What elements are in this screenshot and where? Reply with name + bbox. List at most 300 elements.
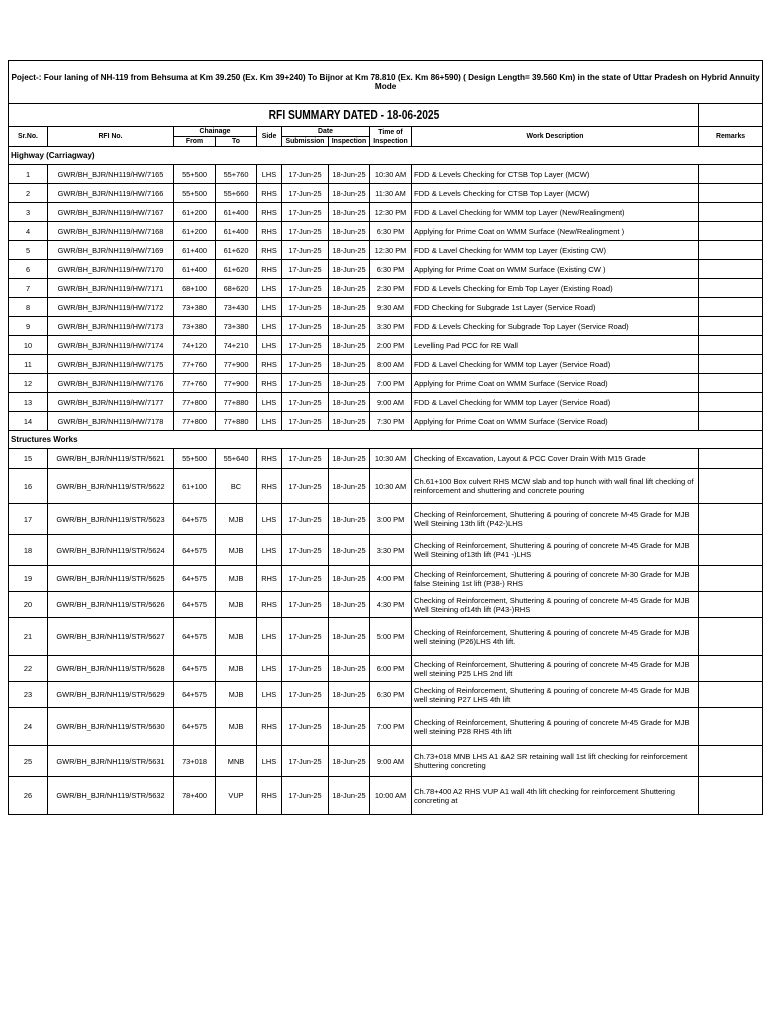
chainage-from-cell: 64+575 bbox=[174, 535, 216, 566]
sr-no-cell: 26 bbox=[9, 777, 48, 815]
remarks-cell bbox=[699, 618, 763, 656]
side-cell: RHS bbox=[257, 777, 282, 815]
work-description-cell: Ch.78+400 A2 RHS VUP A1 wall 4th lift checking for reinforcement Shuttering concreting at bbox=[412, 777, 699, 815]
remarks-cell bbox=[699, 449, 763, 469]
work-description-cell: Checking of Excavation, Layout & PCC Cover Drain With M15 Grade bbox=[412, 449, 699, 469]
sr-no-cell: 13 bbox=[9, 393, 48, 412]
col-header-side: Side bbox=[257, 127, 282, 147]
remarks-cell bbox=[699, 165, 763, 184]
table-row bbox=[9, 355, 763, 374]
work-description-cell: Checking of Reinforcement, Shuttering & pouring of concrete M-45 Grade for MJB well steining P25 LHS 2nd lift bbox=[412, 656, 699, 682]
work-description-cell: Checking of Reinforcement, Shuttering & pouring of concrete M-45 Grade for MJB well steining (P26)LHS 4th lift. bbox=[412, 618, 699, 656]
work-description-cell: Checking of Reinforcement, Shuttering & pouring of concrete M-45 Grade for MJB Well Steining of14th lift (P43-)RHS bbox=[412, 592, 699, 618]
chainage-from-cell: 64+575 bbox=[174, 682, 216, 708]
table-row bbox=[9, 203, 763, 222]
chainage-to-cell: 61+620 bbox=[216, 241, 257, 260]
side-cell: RHS bbox=[257, 469, 282, 504]
remarks-cell bbox=[699, 682, 763, 708]
inspection-time-cell: 8:00 AM bbox=[370, 355, 412, 374]
submission-date-cell: 17-Jun-25 bbox=[282, 746, 329, 777]
side-cell: RHS bbox=[257, 566, 282, 592]
inspection-date-cell: 18-Jun-25 bbox=[329, 241, 370, 260]
inspection-time-cell: 6:30 PM bbox=[370, 222, 412, 241]
side-cell: RHS bbox=[257, 241, 282, 260]
chainage-from-cell: 73+380 bbox=[174, 317, 216, 336]
submission-date-cell: 17-Jun-25 bbox=[282, 504, 329, 535]
chainage-from-cell: 77+760 bbox=[174, 355, 216, 374]
side-cell: RHS bbox=[257, 592, 282, 618]
table-row bbox=[9, 260, 763, 279]
chainage-from-cell: 73+018 bbox=[174, 746, 216, 777]
sr-no-cell: 2 bbox=[9, 184, 48, 203]
inspection-time-cell: 10:00 AM bbox=[370, 777, 412, 815]
work-description-cell: Checking of Reinforcement, Shuttering & pouring of concrete M-30 Grade for MJB false Steining 1st lift (P38-) RHS bbox=[412, 566, 699, 592]
inspection-date-cell: 18-Jun-25 bbox=[329, 165, 370, 184]
chainage-from-cell: 61+400 bbox=[174, 241, 216, 260]
chainage-from-cell: 73+380 bbox=[174, 298, 216, 317]
inspection-date-cell: 18-Jun-25 bbox=[329, 618, 370, 656]
sr-no-cell: 15 bbox=[9, 449, 48, 469]
col-header-sr-no: Sr.No. bbox=[9, 127, 48, 147]
sr-no-cell: 23 bbox=[9, 682, 48, 708]
remarks-cell bbox=[699, 260, 763, 279]
submission-date-cell: 17-Jun-25 bbox=[282, 777, 329, 815]
inspection-time-cell: 9:30 AM bbox=[370, 298, 412, 317]
remarks-cell bbox=[699, 393, 763, 412]
inspection-date-cell: 18-Jun-25 bbox=[329, 777, 370, 815]
rfi-no-cell: GWR/BH_BJR/NH119/HW/7165 bbox=[48, 165, 174, 184]
remarks-cell bbox=[699, 241, 763, 260]
table-row bbox=[9, 682, 763, 708]
side-cell: LHS bbox=[257, 298, 282, 317]
inspection-date-cell: 18-Jun-25 bbox=[329, 682, 370, 708]
sr-no-cell: 1 bbox=[9, 165, 48, 184]
work-description-cell: Ch.61+100 Box culvert RHS MCW slab and top hunch with wall final lift checking of reinforcement and shuttering and concrete pouring bbox=[412, 469, 699, 504]
work-description-cell: Checking of Reinforcement, Shuttering & pouring of concrete M-45 Grade for MJB Well Steining 13th lift (P42-)LHS bbox=[412, 504, 699, 535]
rfi-no-cell: GWR/BH_BJR/NH119/STR/5624 bbox=[48, 535, 174, 566]
submission-date-cell: 17-Jun-25 bbox=[282, 535, 329, 566]
side-cell: LHS bbox=[257, 165, 282, 184]
remarks-cell bbox=[699, 222, 763, 241]
chainage-to-cell: BC bbox=[216, 469, 257, 504]
submission-date-cell: 17-Jun-25 bbox=[282, 682, 329, 708]
inspection-time-cell: 9:00 AM bbox=[370, 746, 412, 777]
rfi-no-cell: GWR/BH_BJR/NH119/STR/5631 bbox=[48, 746, 174, 777]
col-header-work-description: Work Description bbox=[412, 127, 699, 147]
chainage-to-cell: 55+760 bbox=[216, 165, 257, 184]
submission-date-cell: 17-Jun-25 bbox=[282, 708, 329, 746]
rfi-no-cell: GWR/BH_BJR/NH119/HW/7177 bbox=[48, 393, 174, 412]
inspection-time-cell: 7:00 PM bbox=[370, 374, 412, 393]
work-description-cell: FDD & Levels Checking for CTSB Top Layer (MCW) bbox=[412, 184, 699, 203]
side-cell: LHS bbox=[257, 656, 282, 682]
chainage-from-cell: 68+100 bbox=[174, 279, 216, 298]
inspection-time-cell: 9:00 AM bbox=[370, 393, 412, 412]
table-row bbox=[9, 469, 763, 504]
chainage-from-cell: 61+200 bbox=[174, 203, 216, 222]
work-description-cell: Ch.73+018 MNB LHS A1 &A2 SR retaining wall 1st lift checking for reinforcement Shuttering concreting bbox=[412, 746, 699, 777]
submission-date-cell: 17-Jun-25 bbox=[282, 656, 329, 682]
inspection-date-cell: 18-Jun-25 bbox=[329, 535, 370, 566]
chainage-from-cell: 64+575 bbox=[174, 566, 216, 592]
work-description-cell: Applying for Prime Coat on WMM Surface (Service Road) bbox=[412, 412, 699, 431]
rfi-no-cell: GWR/BH_BJR/NH119/HW/7171 bbox=[48, 279, 174, 298]
table-row bbox=[9, 449, 763, 469]
work-description-cell: FDD & Levels Checking for CTSB Top Layer (MCW) bbox=[412, 165, 699, 184]
col-header-to: To bbox=[216, 137, 257, 147]
side-cell: LHS bbox=[257, 746, 282, 777]
table-row bbox=[9, 279, 763, 298]
table-row bbox=[9, 708, 763, 746]
side-cell: LHS bbox=[257, 393, 282, 412]
work-description-cell: Applying for Prime Coat on WMM Surface (Service Road) bbox=[412, 374, 699, 393]
inspection-date-cell: 18-Jun-25 bbox=[329, 317, 370, 336]
remarks-cell bbox=[699, 746, 763, 777]
sr-no-cell: 12 bbox=[9, 374, 48, 393]
work-description-cell: FDD & Levels Checking for Subgrade Top Layer (Service Road) bbox=[412, 317, 699, 336]
inspection-date-cell: 18-Jun-25 bbox=[329, 449, 370, 469]
rfi-no-cell: GWR/BH_BJR/NH119/HW/7176 bbox=[48, 374, 174, 393]
inspection-time-cell: 4:00 PM bbox=[370, 566, 412, 592]
table-row bbox=[9, 504, 763, 535]
side-cell: RHS bbox=[257, 374, 282, 393]
table-row bbox=[9, 374, 763, 393]
remarks-cell bbox=[699, 777, 763, 815]
inspection-date-cell: 18-Jun-25 bbox=[329, 566, 370, 592]
inspection-time-cell: 12:30 PM bbox=[370, 203, 412, 222]
table-row bbox=[9, 412, 763, 431]
table-row bbox=[9, 618, 763, 656]
sr-no-cell: 16 bbox=[9, 469, 48, 504]
sr-no-cell: 3 bbox=[9, 203, 48, 222]
inspection-date-cell: 18-Jun-25 bbox=[329, 298, 370, 317]
side-cell: RHS bbox=[257, 355, 282, 374]
chainage-to-cell: MJB bbox=[216, 618, 257, 656]
chainage-to-cell: MJB bbox=[216, 682, 257, 708]
inspection-time-cell: 10:30 AM bbox=[370, 449, 412, 469]
chainage-to-cell: MJB bbox=[216, 592, 257, 618]
inspection-date-cell: 18-Jun-25 bbox=[329, 203, 370, 222]
chainage-to-cell: 55+640 bbox=[216, 449, 257, 469]
rfi-no-cell: GWR/BH_BJR/NH119/HW/7170 bbox=[48, 260, 174, 279]
table-row bbox=[9, 777, 763, 815]
sr-no-cell: 7 bbox=[9, 279, 48, 298]
chainage-to-cell: MJB bbox=[216, 708, 257, 746]
chainage-to-cell: 73+430 bbox=[216, 298, 257, 317]
inspection-time-cell: 2:00 PM bbox=[370, 336, 412, 355]
sr-no-cell: 19 bbox=[9, 566, 48, 592]
rfi-no-cell: GWR/BH_BJR/NH119/HW/7166 bbox=[48, 184, 174, 203]
sr-no-cell: 17 bbox=[9, 504, 48, 535]
table-row bbox=[9, 336, 763, 355]
table-row bbox=[9, 746, 763, 777]
side-cell: RHS bbox=[257, 449, 282, 469]
inspection-time-cell: 6:30 PM bbox=[370, 260, 412, 279]
remarks-cell bbox=[699, 298, 763, 317]
chainage-to-cell: 61+400 bbox=[216, 222, 257, 241]
chainage-from-cell: 64+575 bbox=[174, 592, 216, 618]
chainage-from-cell: 61+400 bbox=[174, 260, 216, 279]
table-row bbox=[9, 535, 763, 566]
inspection-date-cell: 18-Jun-25 bbox=[329, 746, 370, 777]
inspection-time-cell: 5:00 PM bbox=[370, 618, 412, 656]
side-cell: LHS bbox=[257, 682, 282, 708]
table-row bbox=[9, 592, 763, 618]
col-header-submission: Submission bbox=[282, 137, 329, 147]
remarks-cell bbox=[699, 504, 763, 535]
rfi-no-cell: GWR/BH_BJR/NH119/HW/7172 bbox=[48, 298, 174, 317]
remarks-cell bbox=[699, 374, 763, 393]
chainage-from-cell: 55+500 bbox=[174, 165, 216, 184]
chainage-from-cell: 55+500 bbox=[174, 184, 216, 203]
submission-date-cell: 17-Jun-25 bbox=[282, 618, 329, 656]
section-header-structures: Structures Works bbox=[9, 431, 763, 449]
rfi-no-cell: GWR/BH_BJR/NH119/STR/5621 bbox=[48, 449, 174, 469]
chainage-from-cell: 55+500 bbox=[174, 449, 216, 469]
work-description-cell: FDD & Levels Checking for Emb Top Layer (Existing Road) bbox=[412, 279, 699, 298]
col-header-chainage: Chainage bbox=[174, 127, 257, 137]
work-description-cell: Checking of Reinforcement, Shuttering & pouring of concrete M-45 Grade for MJB well steining P28 RHS 4th lift bbox=[412, 708, 699, 746]
side-cell: LHS bbox=[257, 336, 282, 355]
work-description-cell: FDD Checking for Subgrade 1st Layer (Service Road) bbox=[412, 298, 699, 317]
remarks-cell bbox=[699, 336, 763, 355]
submission-date-cell: 17-Jun-25 bbox=[282, 298, 329, 317]
sr-no-cell: 25 bbox=[9, 746, 48, 777]
work-description-cell: Applying for Prime Coat on WMM Surface (Existing CW ) bbox=[412, 260, 699, 279]
rfi-no-cell: GWR/BH_BJR/NH119/STR/5632 bbox=[48, 777, 174, 815]
inspection-date-cell: 18-Jun-25 bbox=[329, 504, 370, 535]
remarks-cell bbox=[699, 203, 763, 222]
rfi-no-cell: GWR/BH_BJR/NH119/STR/5622 bbox=[48, 469, 174, 504]
submission-date-cell: 17-Jun-25 bbox=[282, 355, 329, 374]
chainage-to-cell: 77+880 bbox=[216, 393, 257, 412]
table-row bbox=[9, 656, 763, 682]
work-description-cell: FDD & Lavel Checking for WMM top Layer (Existing CW) bbox=[412, 241, 699, 260]
table-row bbox=[9, 241, 763, 260]
inspection-time-cell: 3:00 PM bbox=[370, 504, 412, 535]
inspection-time-cell: 6:30 PM bbox=[370, 682, 412, 708]
remarks-cell bbox=[699, 535, 763, 566]
inspection-date-cell: 18-Jun-25 bbox=[329, 656, 370, 682]
rfi-no-cell: GWR/BH_BJR/NH119/STR/5629 bbox=[48, 682, 174, 708]
rfi-no-cell: GWR/BH_BJR/NH119/HW/7174 bbox=[48, 336, 174, 355]
side-cell: LHS bbox=[257, 279, 282, 298]
col-header-remarks: Remarks bbox=[699, 127, 763, 147]
submission-date-cell: 17-Jun-25 bbox=[282, 279, 329, 298]
remarks-cell bbox=[699, 592, 763, 618]
col-header-from: From bbox=[174, 137, 216, 147]
chainage-to-cell: MJB bbox=[216, 566, 257, 592]
sr-no-cell: 9 bbox=[9, 317, 48, 336]
inspection-date-cell: 18-Jun-25 bbox=[329, 260, 370, 279]
sr-no-cell: 8 bbox=[9, 298, 48, 317]
col-header-time: Time of Inspection bbox=[370, 127, 412, 147]
chainage-from-cell: 61+200 bbox=[174, 222, 216, 241]
work-description-cell: FDD & Lavel Checking for WMM top Layer (Service Road) bbox=[412, 355, 699, 374]
remarks-cell bbox=[699, 566, 763, 592]
side-cell: RHS bbox=[257, 708, 282, 746]
work-description-cell: Applying for Prime Coat on WMM Surface (New/Realingment ) bbox=[412, 222, 699, 241]
inspection-date-cell: 18-Jun-25 bbox=[329, 708, 370, 746]
table-row bbox=[9, 184, 763, 203]
submission-date-cell: 17-Jun-25 bbox=[282, 241, 329, 260]
side-cell: LHS bbox=[257, 504, 282, 535]
chainage-from-cell: 64+575 bbox=[174, 708, 216, 746]
table-row bbox=[9, 566, 763, 592]
inspection-time-cell: 3:30 PM bbox=[370, 317, 412, 336]
inspection-date-cell: 18-Jun-25 bbox=[329, 355, 370, 374]
chainage-from-cell: 74+120 bbox=[174, 336, 216, 355]
chainage-to-cell: 77+880 bbox=[216, 412, 257, 431]
chainage-to-cell: 61+620 bbox=[216, 260, 257, 279]
table-row bbox=[9, 317, 763, 336]
inspection-time-cell: 3:30 PM bbox=[370, 535, 412, 566]
rfi-no-cell: GWR/BH_BJR/NH119/STR/5626 bbox=[48, 592, 174, 618]
chainage-to-cell: VUP bbox=[216, 777, 257, 815]
inspection-date-cell: 18-Jun-25 bbox=[329, 412, 370, 431]
section-header-highway: Highway (Carriagway) bbox=[9, 147, 763, 165]
remarks-cell bbox=[699, 279, 763, 298]
submission-date-cell: 17-Jun-25 bbox=[282, 449, 329, 469]
summary-title-blank bbox=[699, 104, 763, 127]
submission-date-cell: 17-Jun-25 bbox=[282, 566, 329, 592]
work-description-cell: FDD & Lavel Checking for WMM top Layer (Service Road) bbox=[412, 393, 699, 412]
inspection-time-cell: 7:00 PM bbox=[370, 708, 412, 746]
table-row bbox=[9, 298, 763, 317]
submission-date-cell: 17-Jun-25 bbox=[282, 184, 329, 203]
project-title: Poject-: Four laning of NH-119 from Behsuma at Km 39.250 (Ex. Km 39+240) To Bijnor at Km 78.810 (Ex. Km 86+590) ( Design Length= 39.560 Km) in the state of Uttar Pradesh on Hybrid Annuity Mode bbox=[9, 61, 763, 104]
chainage-to-cell: MJB bbox=[216, 504, 257, 535]
submission-date-cell: 17-Jun-25 bbox=[282, 317, 329, 336]
work-description-cell: FDD & Lavel Checking for WMM top Layer (New/Realingment) bbox=[412, 203, 699, 222]
chainage-to-cell: 77+900 bbox=[216, 374, 257, 393]
submission-date-cell: 17-Jun-25 bbox=[282, 592, 329, 618]
inspection-date-cell: 18-Jun-25 bbox=[329, 336, 370, 355]
inspection-date-cell: 18-Jun-25 bbox=[329, 469, 370, 504]
remarks-cell bbox=[699, 317, 763, 336]
side-cell: RHS bbox=[257, 184, 282, 203]
sr-no-cell: 4 bbox=[9, 222, 48, 241]
sr-no-cell: 6 bbox=[9, 260, 48, 279]
chainage-from-cell: 77+800 bbox=[174, 412, 216, 431]
inspection-date-cell: 18-Jun-25 bbox=[329, 222, 370, 241]
sr-no-cell: 22 bbox=[9, 656, 48, 682]
rfi-no-cell: GWR/BH_BJR/NH119/STR/5625 bbox=[48, 566, 174, 592]
inspection-date-cell: 18-Jun-25 bbox=[329, 374, 370, 393]
rfi-no-cell: GWR/BH_BJR/NH119/HW/7178 bbox=[48, 412, 174, 431]
remarks-cell bbox=[699, 412, 763, 431]
sr-no-cell: 24 bbox=[9, 708, 48, 746]
inspection-time-cell: 10:30 AM bbox=[370, 165, 412, 184]
chainage-from-cell: 78+400 bbox=[174, 777, 216, 815]
inspection-time-cell: 2:30 PM bbox=[370, 279, 412, 298]
submission-date-cell: 17-Jun-25 bbox=[282, 203, 329, 222]
sr-no-cell: 11 bbox=[9, 355, 48, 374]
inspection-date-cell: 18-Jun-25 bbox=[329, 184, 370, 203]
rfi-no-cell: GWR/BH_BJR/NH119/STR/5623 bbox=[48, 504, 174, 535]
submission-date-cell: 17-Jun-25 bbox=[282, 469, 329, 504]
submission-date-cell: 17-Jun-25 bbox=[282, 260, 329, 279]
rfi-summary-sheet bbox=[8, 60, 762, 815]
rfi-no-cell: GWR/BH_BJR/NH119/HW/7168 bbox=[48, 222, 174, 241]
inspection-time-cell: 11:30 AM bbox=[370, 184, 412, 203]
work-description-cell: Levelling Pad PCC for RE Wall bbox=[412, 336, 699, 355]
summary-title: RFI SUMMARY DATED - 18-06-2025 bbox=[71, 104, 637, 127]
chainage-to-cell: MJB bbox=[216, 656, 257, 682]
submission-date-cell: 17-Jun-25 bbox=[282, 393, 329, 412]
side-cell: LHS bbox=[257, 535, 282, 566]
remarks-cell bbox=[699, 355, 763, 374]
side-cell: LHS bbox=[257, 412, 282, 431]
remarks-cell bbox=[699, 656, 763, 682]
table-row bbox=[9, 222, 763, 241]
rfi-no-cell: GWR/BH_BJR/NH119/HW/7173 bbox=[48, 317, 174, 336]
rfi-no-cell: GWR/BH_BJR/NH119/STR/5627 bbox=[48, 618, 174, 656]
side-cell: RHS bbox=[257, 260, 282, 279]
submission-date-cell: 17-Jun-25 bbox=[282, 374, 329, 393]
inspection-date-cell: 18-Jun-25 bbox=[329, 592, 370, 618]
remarks-cell bbox=[699, 708, 763, 746]
chainage-to-cell: 55+660 bbox=[216, 184, 257, 203]
side-cell: LHS bbox=[257, 317, 282, 336]
chainage-to-cell: 68+620 bbox=[216, 279, 257, 298]
rfi-no-cell: GWR/BH_BJR/NH119/STR/5628 bbox=[48, 656, 174, 682]
submission-date-cell: 17-Jun-25 bbox=[282, 412, 329, 431]
table-row bbox=[9, 165, 763, 184]
rfi-summary-table bbox=[8, 60, 763, 815]
sr-no-cell: 14 bbox=[9, 412, 48, 431]
sr-no-cell: 21 bbox=[9, 618, 48, 656]
chainage-to-cell: MNB bbox=[216, 746, 257, 777]
chainage-from-cell: 77+800 bbox=[174, 393, 216, 412]
chainage-from-cell: 64+575 bbox=[174, 618, 216, 656]
side-cell: RHS bbox=[257, 222, 282, 241]
side-cell: LHS bbox=[257, 618, 282, 656]
chainage-to-cell: 73+380 bbox=[216, 317, 257, 336]
sr-no-cell: 20 bbox=[9, 592, 48, 618]
inspection-time-cell: 12:30 PM bbox=[370, 241, 412, 260]
rfi-no-cell: GWR/BH_BJR/NH119/HW/7175 bbox=[48, 355, 174, 374]
inspection-date-cell: 18-Jun-25 bbox=[329, 279, 370, 298]
remarks-cell bbox=[699, 184, 763, 203]
chainage-from-cell: 64+575 bbox=[174, 504, 216, 535]
rfi-no-cell: GWR/BH_BJR/NH119/HW/7167 bbox=[48, 203, 174, 222]
inspection-time-cell: 6:00 PM bbox=[370, 656, 412, 682]
submission-date-cell: 17-Jun-25 bbox=[282, 336, 329, 355]
col-header-date: Date bbox=[282, 127, 370, 137]
chainage-to-cell: 61+400 bbox=[216, 203, 257, 222]
sr-no-cell: 10 bbox=[9, 336, 48, 355]
remarks-cell bbox=[699, 469, 763, 504]
submission-date-cell: 17-Jun-25 bbox=[282, 165, 329, 184]
inspection-time-cell: 4:30 PM bbox=[370, 592, 412, 618]
sr-no-cell: 5 bbox=[9, 241, 48, 260]
chainage-from-cell: 77+760 bbox=[174, 374, 216, 393]
col-header-rfi-no: RFI No. bbox=[48, 127, 174, 147]
chainage-from-cell: 61+100 bbox=[174, 469, 216, 504]
work-description-cell: Checking of Reinforcement, Shuttering & pouring of concrete M-45 Grade for MJB Well Steining of13th lift (P41 -)LHS bbox=[412, 535, 699, 566]
submission-date-cell: 17-Jun-25 bbox=[282, 222, 329, 241]
inspection-time-cell: 10:30 AM bbox=[370, 469, 412, 504]
rfi-no-cell: GWR/BH_BJR/NH119/HW/7169 bbox=[48, 241, 174, 260]
chainage-to-cell: 77+900 bbox=[216, 355, 257, 374]
col-header-inspection: Inspection bbox=[329, 137, 370, 147]
rfi-no-cell: GWR/BH_BJR/NH119/STR/5630 bbox=[48, 708, 174, 746]
chainage-to-cell: MJB bbox=[216, 535, 257, 566]
chainage-to-cell: 74+210 bbox=[216, 336, 257, 355]
table-row bbox=[9, 393, 763, 412]
chainage-from-cell: 64+575 bbox=[174, 656, 216, 682]
